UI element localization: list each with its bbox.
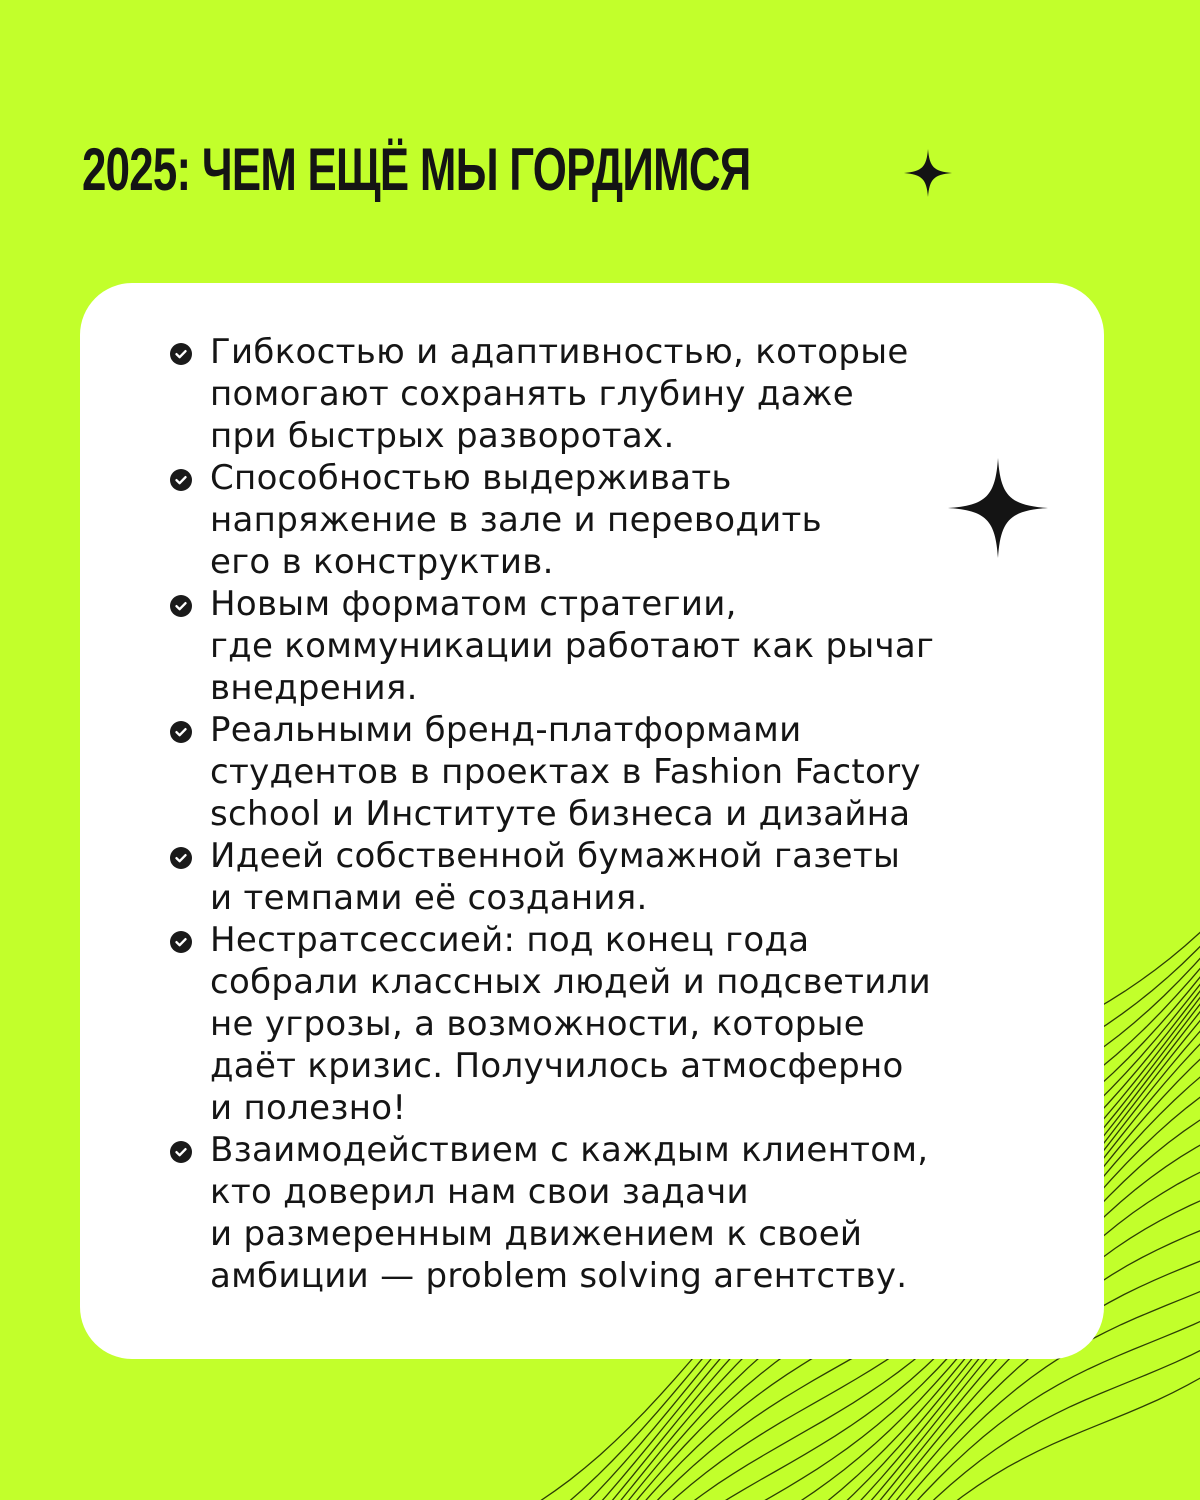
check-circle-icon [170, 343, 192, 365]
list-item-line: его в конструктив. [210, 542, 554, 582]
check-circle-icon [170, 721, 192, 743]
list-item-line: Реальными бренд-платформами [210, 710, 802, 750]
list-item-line: Нестратсессией: под конец года [210, 920, 810, 960]
list-item-line: Взаимодействием с каждым клиентом, [210, 1130, 929, 1170]
list-item [210, 835, 1080, 919]
list-item-line: даёт кризис. Получилось атмосферно [210, 1046, 904, 1086]
list-item-line: собрали классных людей и подсветили [210, 962, 932, 1002]
list-item-line: и размеренным движением к своей [210, 1214, 863, 1254]
list-item-line: не угрозы, а возможности, которые [210, 1004, 865, 1044]
list-item-line: при быстрых разворотах. [210, 416, 675, 456]
sparkle-star-icon [948, 458, 1048, 558]
list-item-line: студентов в проектах в Fashion Factory [210, 752, 921, 792]
list-item-line: напряжение в зале и переводить [210, 500, 822, 540]
list-item-line: Гибкостью и адаптивностью, которые [210, 332, 909, 372]
check-circle-icon [170, 469, 192, 491]
check-circle-icon [170, 595, 192, 617]
sparkle-star-icon [902, 147, 954, 199]
list-item-line: амбиции — problem solving агентству. [210, 1256, 908, 1296]
check-circle-icon [170, 1141, 192, 1163]
list-item [210, 919, 1080, 1129]
list-item-line: и темпами её создания. [210, 878, 648, 918]
check-circle-icon [170, 931, 192, 953]
list-item-line: Идеей собственной бумажной газеты [210, 836, 901, 876]
list-item [210, 1129, 1080, 1297]
list-item-line: внедрения. [210, 668, 418, 708]
list-item [210, 331, 1080, 457]
list-item-line: и полезно! [210, 1088, 407, 1128]
list-item-line: Новым форматом стратегии, [210, 584, 737, 624]
list-item [210, 583, 1080, 709]
list-item-line: Способностью выдерживать [210, 458, 732, 498]
list-item [210, 709, 1080, 835]
check-circle-icon [170, 847, 192, 869]
content-card [80, 283, 1104, 1359]
list-item-line: school и Институте бизнеса и дизайна [210, 794, 911, 834]
list-item-line: где коммуникации работают как рычаг [210, 626, 935, 666]
page-title: 2025: ЧЕМ ЕЩЁ МЫ ГОРДИМСЯ [82, 136, 751, 203]
list-item-line: помогают сохранять глубину даже [210, 374, 854, 414]
list-item-line: кто доверил нам свои задачи [210, 1172, 749, 1212]
